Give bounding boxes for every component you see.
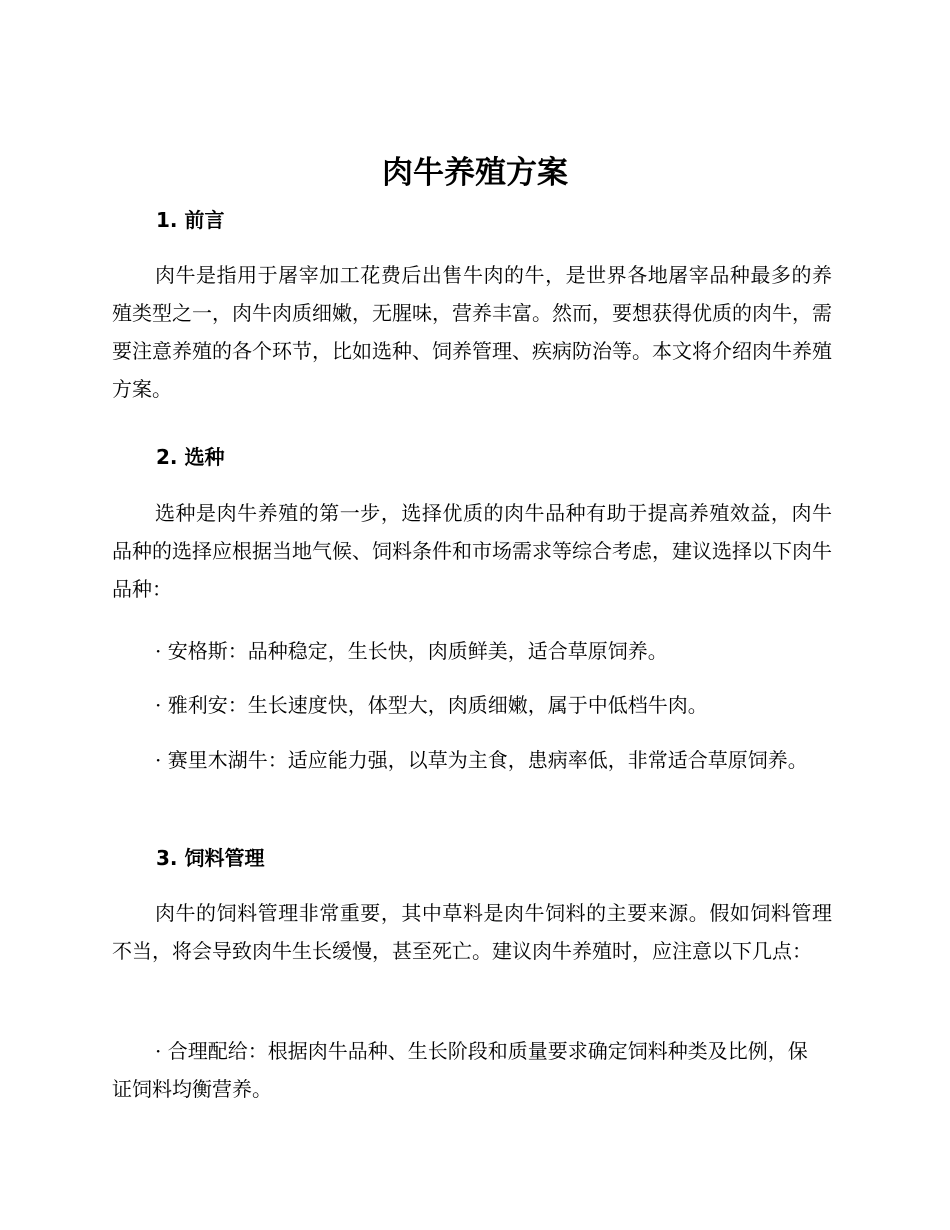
list-item-aryan: · 雅利安：生长速度快，体型大，肉质细嫩，属于中低档牛肉。 bbox=[155, 693, 708, 717]
list-item-angus: · 安格斯：品种稳定，生长快，肉质鲜美，适合草原饲养。 bbox=[155, 639, 668, 663]
section-paragraph-feed-management: 肉牛的饲料管理非常重要，其中草料是肉牛饲料的主要来源。假如饲料管理不当，将会导致肉牛生长缓慢，甚至死亡。建议肉牛养殖时，应注意以下几点： bbox=[112, 901, 832, 963]
list-item-rational-ration: · 合理配给：根据肉牛品种、生长阶段和质量要求确定饲料种类及比例，保证饲料均衡营养。 bbox=[112, 1039, 808, 1101]
section-paragraph-breed-selection: 选种是肉牛养殖的第一步，选择优质的肉牛品种有助于提高养殖效益，肉牛品种的选择应根据当地气候、饲料条件和市场需求等综合考虑，建议选择以下肉牛品种： bbox=[112, 501, 832, 601]
section-heading-feed-management: 3. 饲料管理 bbox=[156, 846, 265, 870]
section-paragraph-preface: 肉牛是指用于屠宰加工花费后出售牛肉的牛，是世界各地屠宰品种最多的养殖类型之一，肉牛肉质细嫩，无腥味，营养丰富。然而，要想获得优质的肉牛，需要注意养殖的各个环节，比如选种、饲养管理、疾病防治等。本文将介绍肉牛养殖方案。 bbox=[112, 263, 832, 401]
section-heading-breed-selection: 2. 选种 bbox=[156, 445, 225, 469]
section-heading-preface: 1. 前言 bbox=[156, 208, 225, 232]
document-title: 肉牛养殖方案 bbox=[382, 155, 568, 191]
list-item-sayram-lake-cattle: · 赛里木湖牛：适应能力强，以草为主食，患病率低，非常适合草原饲养。 bbox=[155, 748, 808, 772]
